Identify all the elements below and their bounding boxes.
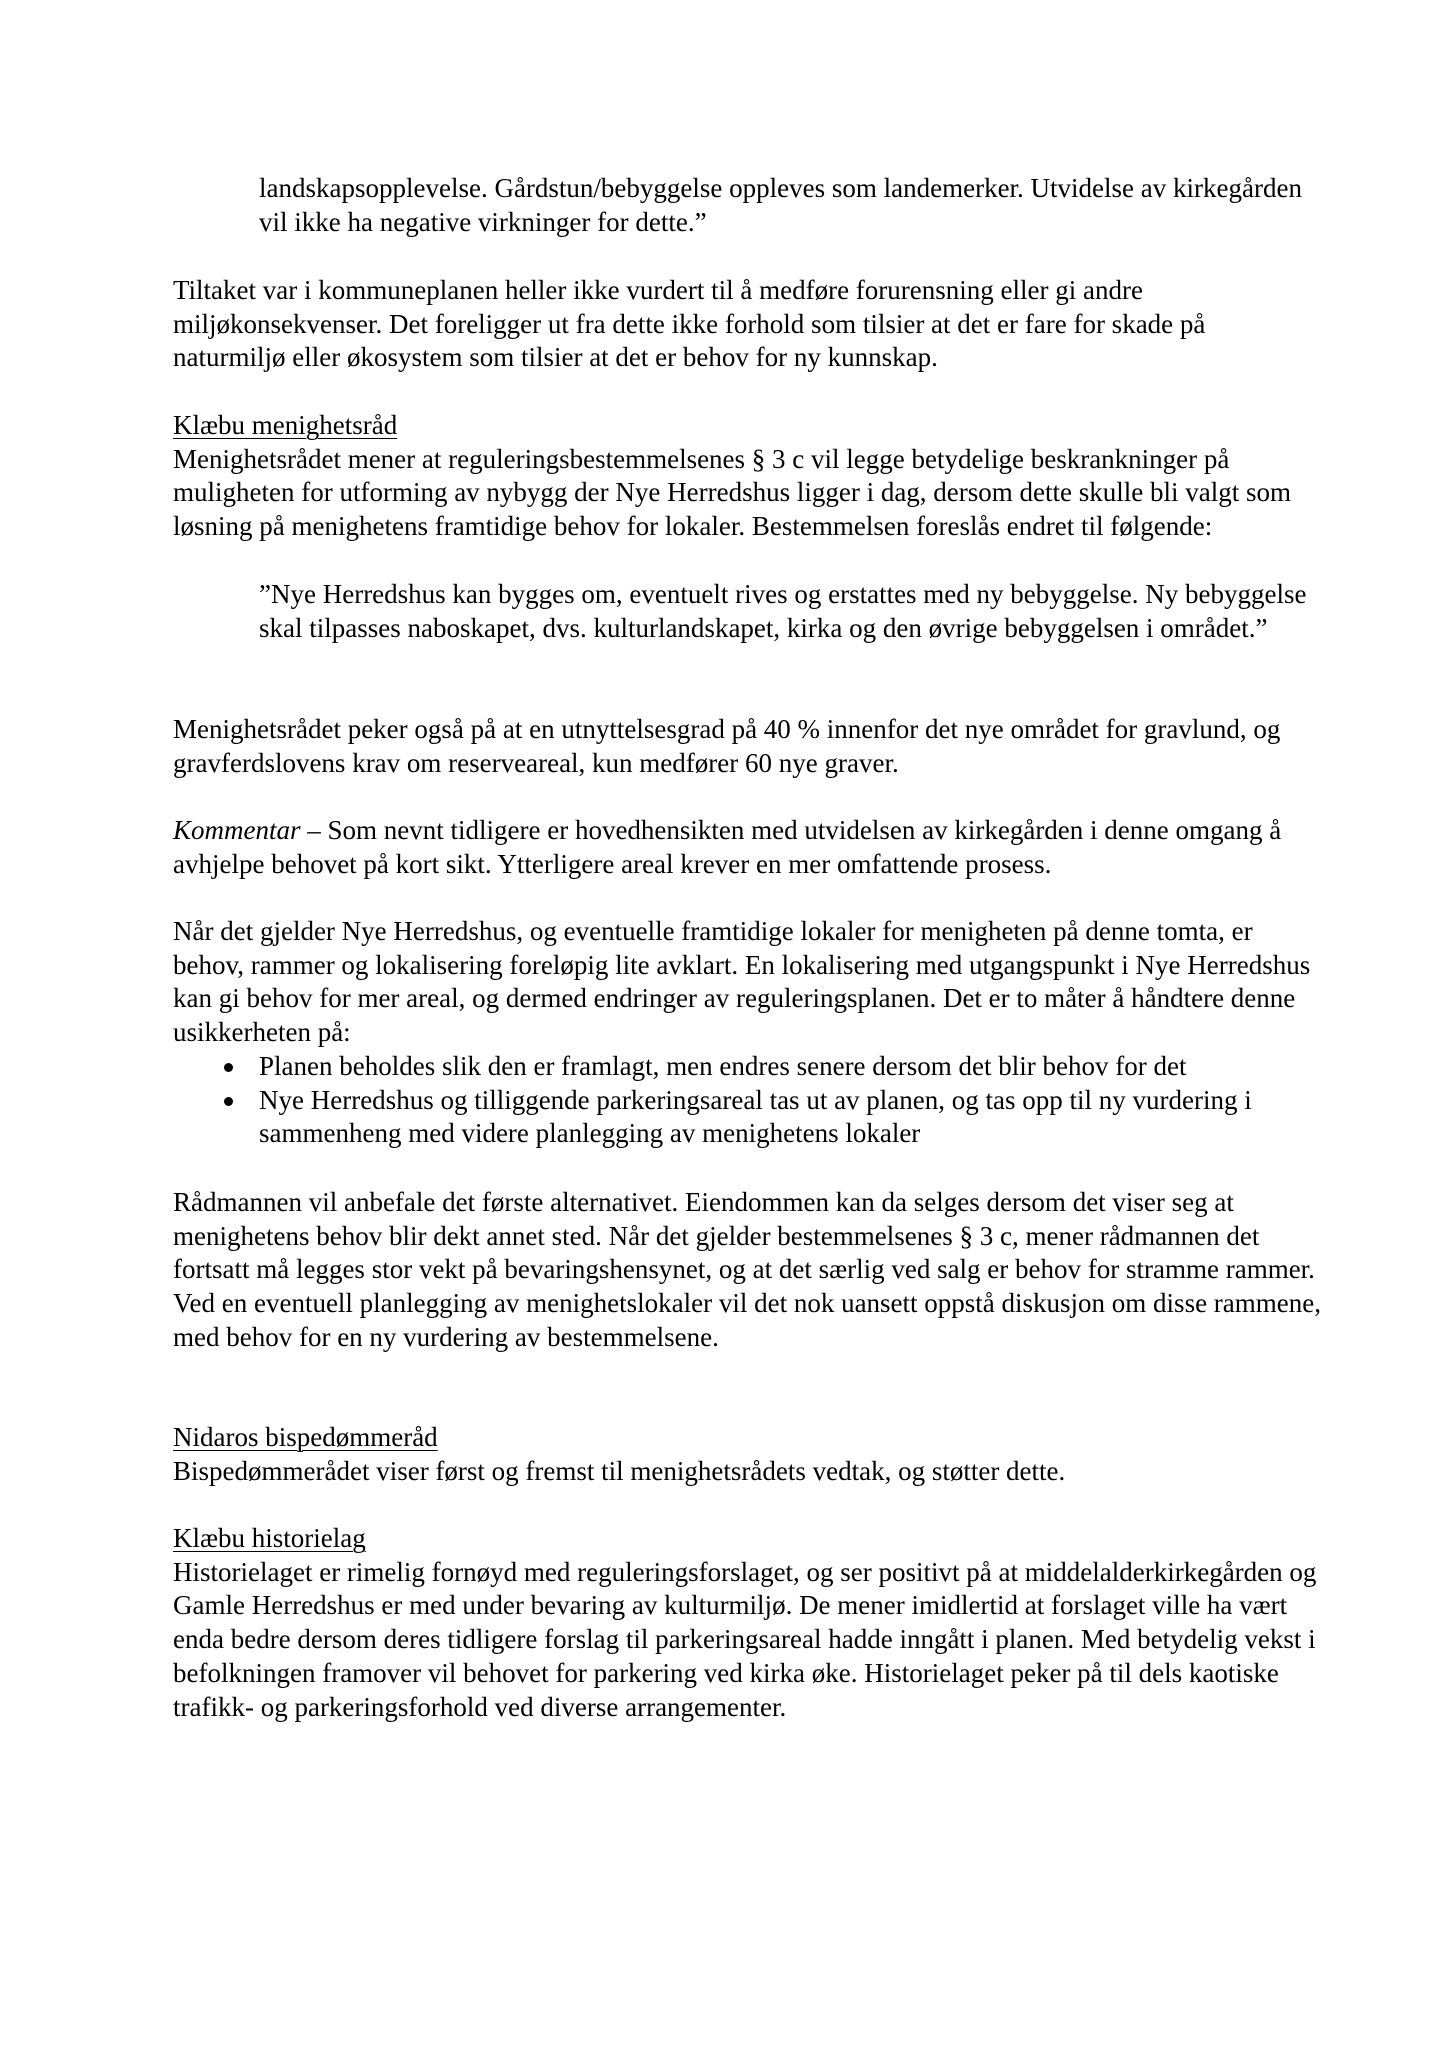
list-item-text: Planen beholdes slik den er framlagt, men endres senere dersom det blir behov for det	[259, 1051, 1187, 1081]
paragraph-tiltaket: Tiltaket var i kommuneplanen heller ikke vurdert til å medføre forurensning eller gi andre miljøkonsekvenser. Det foreligger ut fra dette ikke forhold som tilsier at det er fare for skade på naturmiljø eller økosystem som tilsier at det er behov for ny kunnskap.	[173, 275, 1206, 373]
paragraph-radmannen: Rådmannen vil anbefale det første alternativet. Eiendommen kan da selges dersom det viser seg at menighetens behov blir dekt annet sted. Når det gjelder bestemmelsenes § 3 c, mener rådmannen det fortsatt må legges stor vekt på bevaringshensynet, og at det særlig ved salg er behov for stramme rammer. Ved en eventuell planlegging av menighetslokaler vil det nok uansett oppstå diskusjon om disse rammene, med behov for en ny vurdering av bestemmelsene.	[173, 1187, 1322, 1352]
section-klaebu-menighetsrad	[173, 409, 1323, 544]
section-heading: Klæbu menighetsråd	[173, 410, 398, 440]
bullet-icon	[224, 1097, 233, 1106]
section-nidaros	[173, 1421, 1323, 1488]
kommentar-label: Kommentar	[173, 815, 301, 845]
section-historielag	[173, 1522, 1323, 1724]
paragraph-kommentar	[173, 814, 1323, 881]
list-item-text: Nye Herredshus og tilliggende parkeringsareal tas ut av planen, og tas opp til ny vurdering i sammenheng med videre planlegging av menighetens lokaler	[259, 1084, 1252, 1149]
section-heading: Klæbu historielag	[173, 1523, 366, 1553]
paragraph-utnyttelsesgrad: Menighetsrådet peker også på at en utnyttelsesgrad på 40 % innenfor det nye området for gravlund, og gravferdslovens krav om reserveareal, kun medfører 60 nye graver.	[173, 714, 1281, 778]
paragraph-nye-herredshus: Når det gjelder Nye Herredshus, og eventuelle framtidige lokaler for menigheten på denne tomta, er behov, rammer og lokalisering foreløpig lite avklart. En lokalisering med utgangspunkt i Nye Herredshus kan gi behov for mer areal, og dermed endringer av reguleringsplanen. Det er to måter å håndtere denne usikkerheten på:	[173, 916, 1311, 1048]
bullet-icon	[224, 1063, 233, 1072]
list-item	[173, 1084, 1333, 1151]
proposed-wording-quote: ”Nye Herredshus kan bygges om, eventuelt rives og erstattes med ny bebyggelse. Ny bebyggelse skal tilpasses naboskapet, dvs. kulturlandskapet, kirka og den øvrige bebyggelsen i området.”	[259, 579, 1307, 643]
alternatives-list	[173, 1050, 1333, 1151]
section-body: Historielaget er rimelig fornøyd med reguleringsforslaget, og ser positivt på at middelalderkirkegården og Gamle Herredshus er med under bevaring av kulturmiljø. De mener imidlertid at forslaget ville ha vært enda bedre dersom deres tidligere forslag til parkeringsareal hadde inngått i planen. Med betydelig vekst i befolkningen framover vil behovet for parkering ved kirka øke. Historielaget peker på til dels kaotiske trafikk- og parkeringsforhold ved diverse arrangementer.	[173, 1556, 1317, 1722]
section-heading: Nidaros bispedømmeråd	[173, 1422, 438, 1452]
section-body: Menighetsrådet mener at reguleringsbestemmelsenes § 3 c vil legge betydelige beskrankninger på muligheten for utforming av nybygg der Nye Herredshus ligger i dag, dersom dette skulle bli valgt som løsning på menighetens framtidige behov for lokaler. Bestemmelsen foreslås endret til følgende:	[173, 443, 1292, 542]
list-item	[173, 1050, 1333, 1084]
quote-continuation: landskapsopplevelse. Gårdstun/bebyggelse oppleves som landemerker. Utvidelse av kirkegården vil ikke ha negative virkninger for dette.”	[259, 173, 1302, 237]
kommentar-text: – Som nevnt tidligere er hovedhensikten med utvidelsen av kirkegården i denne omgang å avhjelpe behovet på kort sikt. Ytterligere areal krever en mer omfattende prosess.	[173, 815, 1282, 879]
section-body: Bispedømmerådet viser først og fremst til menighetsrådets vedtak, og støtter dette.	[173, 1455, 1066, 1486]
